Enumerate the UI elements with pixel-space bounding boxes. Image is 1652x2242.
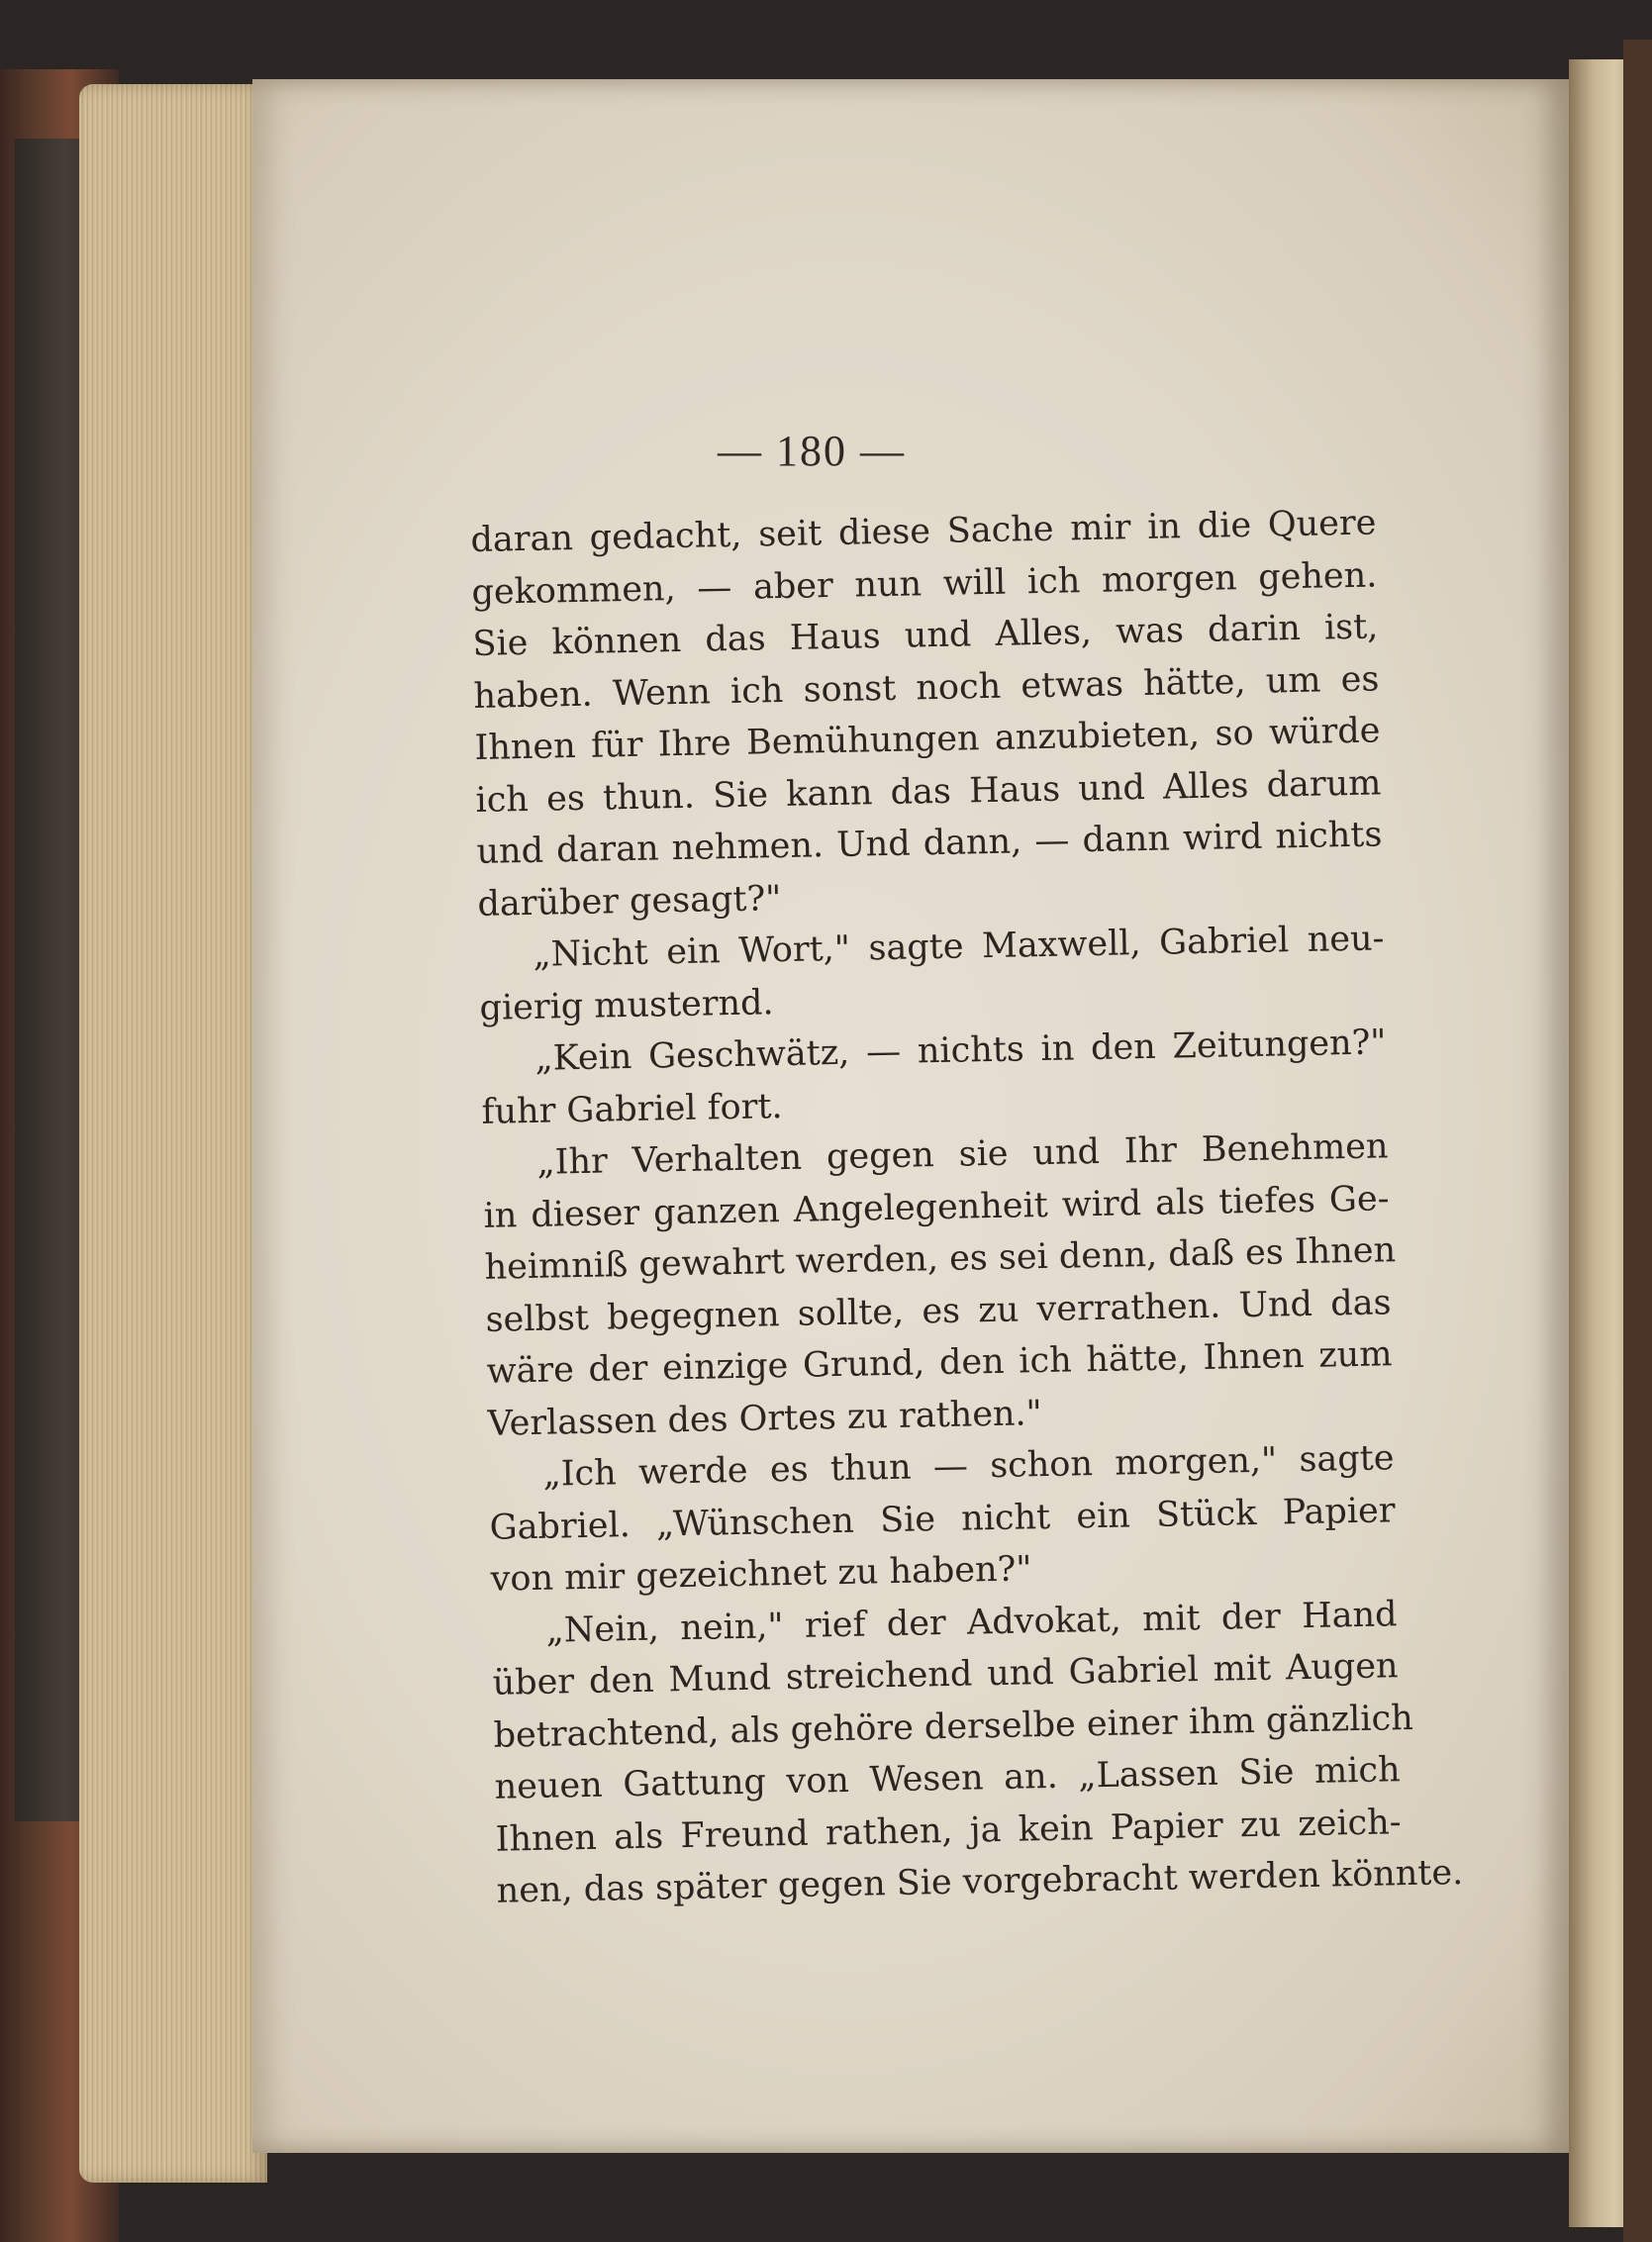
text-line: „Ich werde es thun — schon morgen," sagte: [542, 1438, 1395, 1495]
text-line: gekommen, — aber nun will ich morgen gehen.: [471, 554, 1378, 613]
text-line: heimniß gewahrt werden, es sei denn, daß es Ihnen: [484, 1230, 1397, 1288]
text-line: selbst begegnen sollte, es zu verrathen. Und das: [485, 1282, 1392, 1340]
right-book-cover: [1623, 40, 1652, 2242]
text-line: daran gedacht, seit diese Sache mir in die Quere: [470, 503, 1377, 560]
text-line: fuhr Gabriel fort.: [481, 1086, 783, 1132]
text-line: in dieser ganzen Angelegenheit wird als tiefes Ge-: [483, 1178, 1390, 1236]
text-line: haben. Wenn ich sonst noch etwas hätte, um es: [473, 658, 1380, 717]
text-line: betrachtend, als gehöre derselbe einer ihm gänzlich: [493, 1698, 1414, 1756]
text-line: wäre der einzige Grund, den ich hätte, Ihnen zum: [486, 1334, 1393, 1392]
text-line: über den Mund streichend und Gabriel mit Augen: [492, 1646, 1399, 1704]
text-line: neuen Gattung von Wesen an. „Lassen Sie mich: [494, 1750, 1401, 1807]
text-line: „Kein Geschwätz, — nichts in den Zeitungen?": [534, 1023, 1387, 1079]
text-line: von mir gezeichnet zu haben?": [490, 1549, 1032, 1600]
text-line: Ihnen als Freund rathen, ja kein Papier zu zeich-: [495, 1802, 1402, 1860]
text-line: gierig musternd.: [479, 982, 774, 1028]
text-line: „Ihr Verhalten gegen sie und Ihr Benehmen: [536, 1126, 1389, 1183]
text-line: und daran nehmen. Und dann, — dann wird nichts: [476, 815, 1383, 872]
text-line: ich es thun. Sie kann das Haus und Alles darum: [475, 762, 1382, 821]
book-page: [252, 79, 1569, 2153]
text-line: darüber gesagt?": [477, 878, 782, 925]
text-line: Gabriel. „Wünschen Sie nicht ein Stück Papier: [489, 1490, 1396, 1548]
text-line: „Nein, nein," rief der Advokat, mit der Hand: [545, 1594, 1398, 1651]
page-body-text: [470, 497, 1464, 1917]
text-line: Ihnen für Ihre Bemühungen anzubieten, so würde: [474, 711, 1381, 768]
text-line: Verlassen des Ortes zu rathen.": [487, 1393, 1043, 1444]
page-number: — 180 —: [718, 427, 906, 475]
text-line: „Nicht ein Wort," sagte Maxwell, Gabriel neu-: [533, 919, 1385, 975]
text-line: Sie können das Haus und Alles, was darin ist,: [472, 607, 1379, 664]
text-line: nen, das später gegen Sie vorgebracht werden könnte.: [496, 1852, 1464, 1911]
page-edges: [79, 84, 267, 2183]
